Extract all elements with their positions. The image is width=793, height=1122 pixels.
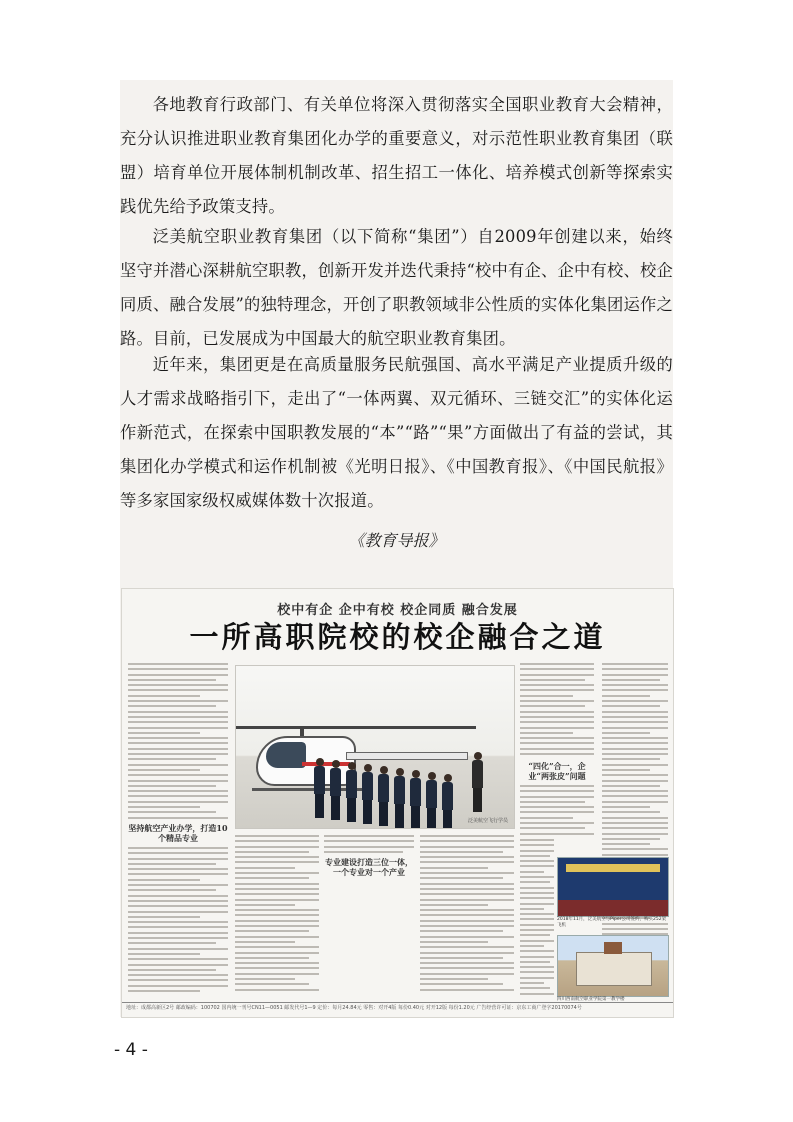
text-line — [128, 932, 228, 934]
pilot-figure — [410, 770, 421, 829]
text-line — [602, 785, 660, 787]
text-line — [128, 990, 200, 992]
text-line — [602, 679, 660, 681]
text-line — [520, 833, 594, 835]
clipping-column-left — [128, 663, 228, 822]
text-line — [420, 973, 514, 975]
text-line — [128, 921, 228, 923]
text-line — [128, 742, 228, 744]
text-line — [324, 835, 414, 837]
text-line — [128, 806, 200, 808]
text-line — [602, 737, 668, 739]
text-line — [602, 764, 668, 766]
text-line — [602, 742, 668, 744]
text-line — [602, 748, 668, 750]
text-line — [420, 840, 514, 842]
text-line — [520, 817, 573, 819]
text-line — [235, 909, 319, 911]
helicopter-pilots-photo — [235, 665, 515, 829]
text-line — [602, 833, 668, 835]
text-line — [235, 941, 295, 943]
text-line — [602, 732, 650, 734]
clipping-column-right-2 — [602, 663, 668, 981]
text-line — [235, 867, 295, 869]
text-line — [235, 851, 309, 853]
text-line — [324, 851, 403, 853]
text-line — [128, 974, 228, 976]
text-line — [602, 727, 668, 729]
newspaper-clipping-image — [121, 588, 674, 1018]
text-line — [602, 689, 668, 691]
text-line — [520, 903, 554, 905]
text-line — [235, 983, 309, 985]
clipping-subhead-3: “四化”合一，企业“两张皮”问题 — [528, 761, 586, 781]
text-line — [602, 843, 650, 845]
text-line — [520, 945, 544, 947]
text-line — [520, 668, 594, 670]
text-line — [235, 899, 319, 901]
text-line — [235, 846, 319, 848]
ceremony-banner — [566, 864, 660, 872]
text-line — [520, 924, 554, 926]
text-line — [128, 811, 216, 813]
text-line — [324, 846, 414, 848]
text-line — [602, 700, 668, 702]
clipping-footer: 地址：成都高新区2号 邮政编码：100702 国内统一刊号CN11—0051 邮发代号1—9 定价：每月24.84元 零售：对开4版 每份0.40元 对开12版 每份1.20元 广告经营许可证：京东工商广登字20170074号 — [122, 1002, 673, 1013]
text-line — [235, 856, 319, 858]
body-paragraph-3: 近年来，集团更是在高质量服务民航强国、高水平满足产业提质升级的人才需求战略指引下，走出了“一体两翼、双元循环、三链交汇”的实体化运作新范式，在探索中国职教发展的“本”“路”“果”方面做出了有益的尝试，其集团化办学模式和运作机制被《光明日报》、《中国教育报》、《中国民航报》等多家国家级权威媒体数十次报道。 — [120, 355, 673, 510]
text-line — [520, 716, 594, 718]
text-line — [520, 982, 544, 984]
text-line — [420, 925, 514, 927]
text-line — [520, 950, 554, 952]
text-line — [520, 695, 573, 697]
pilot-figure — [442, 774, 453, 829]
text-line — [520, 785, 594, 787]
text-line — [602, 795, 668, 797]
text-line — [520, 876, 554, 878]
text-line — [324, 840, 414, 842]
text-line — [128, 705, 216, 707]
text-line — [520, 887, 554, 889]
text-line — [128, 663, 228, 665]
text-line — [602, 705, 660, 707]
campus-building — [576, 952, 652, 986]
text-line — [520, 737, 594, 739]
text-line — [520, 940, 554, 942]
text-line — [235, 936, 319, 938]
text-line — [520, 689, 594, 691]
instructor-figure — [472, 752, 483, 812]
body-paragraph-2: 泛美航空职业教育集团（以下简称“集团”）自2009年创建以来，始终坚守并潜心深耕航空职教，创新开发并迭代秉持“校中有企、企中有校、校企同质、融合发展”的独特理念，开创了职教领域非公性质的实体化集团运作之路。目前，已发展成为中国最大的航空职业教育集团。 — [120, 227, 673, 348]
clipping-headline: 一所高职院校的校企融合之道 — [189, 620, 606, 654]
text-line — [420, 930, 503, 932]
text-line — [128, 969, 216, 971]
text-line — [420, 904, 488, 906]
page-number: - 4 - — [114, 1040, 148, 1060]
text-line — [128, 916, 200, 918]
text-line — [602, 811, 660, 813]
text-line — [235, 877, 309, 879]
text-line — [128, 868, 228, 870]
text-line — [420, 957, 503, 959]
text-line — [235, 904, 295, 906]
text-line — [602, 774, 668, 776]
text-line — [520, 663, 594, 665]
text-line — [128, 748, 228, 750]
text-line — [128, 764, 228, 766]
text-line — [128, 801, 228, 803]
text-line — [235, 888, 319, 890]
text-line — [420, 978, 488, 980]
clipping-subhead-1: 坚持航空产业办学，打造10个精品专业 — [128, 823, 228, 843]
text-line — [128, 873, 228, 875]
signing-ceremony-photo — [557, 857, 669, 917]
text-line — [520, 918, 554, 920]
text-line — [602, 663, 668, 665]
text-line — [420, 941, 488, 943]
text-line — [128, 852, 228, 854]
text-line — [520, 790, 594, 792]
text-line — [128, 900, 228, 902]
text-line — [520, 700, 594, 702]
text-line — [602, 827, 668, 829]
text-line — [420, 867, 488, 869]
text-line — [420, 856, 514, 858]
text-line — [520, 881, 550, 883]
text-line — [128, 948, 228, 950]
text-line — [128, 674, 228, 676]
text-line — [128, 780, 228, 782]
text-line — [128, 979, 228, 981]
text-line — [420, 888, 514, 890]
clipping-column-left-lower — [128, 847, 228, 995]
text-line — [602, 848, 668, 850]
pilot-figure — [330, 760, 341, 820]
text-line — [235, 973, 319, 975]
text-line — [128, 953, 200, 955]
text-line — [235, 925, 319, 927]
text-line — [420, 835, 514, 837]
text-line — [520, 844, 554, 846]
text-line — [128, 668, 228, 670]
text-line — [520, 753, 594, 755]
text-line — [520, 801, 585, 803]
clipping-kicker: 校中有企 企中有校 校企同质 融合发展 — [277, 603, 518, 618]
text-line — [420, 893, 514, 895]
text-line — [520, 705, 585, 707]
text-line — [128, 684, 228, 686]
text-line — [128, 695, 200, 697]
text-line — [128, 942, 216, 944]
text-line — [520, 827, 585, 829]
clipping-column-right-1-lower — [520, 785, 594, 838]
text-line — [235, 967, 319, 969]
clipping-subhead-2: 专业建设打造三位一体，一个专业对一个产业 — [325, 857, 413, 877]
text-line — [128, 937, 228, 939]
text-line — [520, 871, 544, 873]
text-line — [602, 817, 668, 819]
text-line — [520, 993, 554, 995]
text-line — [520, 961, 550, 963]
text-line — [128, 911, 228, 913]
text-line — [128, 679, 216, 681]
text-line — [520, 908, 544, 910]
text-line — [235, 883, 319, 885]
text-line — [128, 689, 228, 691]
text-line — [520, 897, 554, 899]
text-line — [128, 732, 200, 734]
text-line — [520, 822, 594, 824]
campus-building-photo — [557, 935, 669, 997]
text-line — [128, 958, 228, 960]
text-line — [420, 899, 514, 901]
text-line — [602, 721, 668, 723]
pilot-figure — [314, 758, 325, 818]
body-paragraph-1: 各地教育行政部门、有关单位将深入贯彻落实全国职业教育大会精神，充分认识推进职业教育集团化办学的重要意义，对示范性职业教育集团（联盟）培育单位开展体制机制改革、招生招工一体化、培养模式创新等探索实践优先给予政策支持。 — [120, 95, 673, 216]
helicopter-window — [266, 742, 306, 768]
text-line — [420, 962, 514, 964]
text-line — [520, 865, 554, 867]
text-line — [128, 964, 228, 966]
text-line — [235, 861, 319, 863]
clipping-column-bottom-3 — [420, 835, 514, 994]
text-line — [128, 905, 228, 907]
text-line — [420, 883, 514, 885]
text-line — [128, 711, 228, 713]
text-line — [128, 863, 216, 865]
text-line — [420, 909, 514, 911]
text-line — [420, 952, 514, 954]
text-line — [128, 895, 228, 897]
text-line — [420, 946, 514, 948]
text-line — [420, 877, 503, 879]
text-line — [520, 839, 554, 841]
clipping-column-right-1 — [520, 663, 594, 758]
text-line — [520, 855, 550, 857]
text-line — [520, 892, 554, 894]
text-line — [235, 978, 295, 980]
text-line — [520, 674, 594, 676]
pilot-figure — [426, 772, 437, 829]
newspaper-caption: 《教育导报》 — [348, 531, 445, 550]
text-line — [128, 753, 228, 755]
text-line — [420, 983, 503, 985]
text-line — [128, 926, 228, 928]
text-line — [520, 987, 550, 989]
text-line — [520, 732, 573, 734]
text-line — [420, 914, 514, 916]
text-line — [602, 711, 668, 713]
text-line — [420, 967, 514, 969]
text-line — [602, 854, 668, 856]
text-line — [520, 806, 594, 808]
text-line — [520, 811, 594, 813]
text-line — [520, 679, 585, 681]
text-line — [420, 851, 503, 853]
clipping-column-bottom-2 — [324, 835, 414, 856]
text-line — [128, 817, 228, 819]
text-line — [420, 872, 514, 874]
text-line — [520, 966, 554, 968]
text-line — [520, 742, 594, 744]
text-line — [128, 774, 228, 776]
pilot-figure — [346, 762, 357, 822]
text-line — [602, 790, 668, 792]
text-line — [128, 721, 228, 723]
text-line — [235, 835, 319, 837]
text-line — [235, 946, 319, 948]
photo-caption: 泛美航空飞行学员 — [467, 818, 508, 824]
text-line — [420, 846, 514, 848]
text-line — [128, 790, 228, 792]
text-line — [128, 795, 228, 797]
text-line — [420, 920, 514, 922]
text-line — [520, 971, 554, 973]
text-line — [128, 889, 216, 891]
text-line — [420, 989, 514, 991]
helicopter-stripe — [302, 762, 350, 766]
pilot-figure — [378, 766, 389, 826]
helicopter-rotor — [236, 726, 476, 729]
helicopter-tail — [346, 752, 468, 760]
text-line — [520, 796, 594, 798]
text-line — [602, 695, 650, 697]
text-line — [520, 850, 554, 852]
text-line — [235, 920, 319, 922]
text-line — [128, 985, 228, 987]
text-line — [602, 758, 660, 760]
text-line — [602, 801, 668, 803]
text-line — [128, 737, 228, 739]
text-line — [128, 716, 228, 718]
text-line — [602, 753, 668, 755]
text-line — [128, 727, 228, 729]
text-line — [602, 674, 668, 676]
text-line — [520, 934, 550, 936]
text-line — [128, 769, 200, 771]
text-line — [520, 956, 554, 958]
text-line — [235, 840, 319, 842]
campus-building-tower — [604, 942, 622, 954]
text-line — [520, 684, 594, 686]
text-line — [128, 758, 216, 760]
text-line — [420, 861, 514, 863]
text-line — [520, 929, 554, 931]
text-line — [235, 952, 319, 954]
text-line — [602, 780, 668, 782]
text-line — [128, 785, 216, 787]
text-line — [235, 989, 319, 991]
text-line — [128, 847, 228, 849]
text-line — [602, 838, 660, 840]
pilot-figure — [394, 768, 405, 828]
text-line — [520, 721, 594, 723]
campus-photo-caption: 四川西南航空职业学院第一教学楼 — [557, 997, 625, 1002]
text-line — [520, 913, 554, 915]
ceremony-desk — [558, 900, 668, 916]
pilot-figure — [362, 764, 373, 824]
text-line — [235, 914, 319, 916]
signing-photo-caption: 2018年11月，泛美航空与Piper公司签约，购买252架飞机 — [557, 917, 667, 928]
text-line — [602, 806, 650, 808]
text-line — [520, 977, 554, 979]
text-line — [520, 748, 594, 750]
text-line — [602, 769, 650, 771]
text-line — [602, 822, 668, 824]
text-line — [128, 700, 228, 702]
text-line — [128, 858, 228, 860]
text-line — [235, 893, 319, 895]
text-line — [602, 716, 668, 718]
clipping-column-bottom-4 — [520, 839, 554, 998]
text-line — [602, 684, 668, 686]
text-line — [520, 860, 554, 862]
text-line — [602, 668, 668, 670]
text-line — [128, 879, 200, 881]
text-line — [520, 711, 594, 713]
text-line — [520, 727, 594, 729]
clipping-column-bottom-1 — [235, 835, 319, 994]
text-line — [420, 936, 514, 938]
text-line — [235, 872, 319, 874]
text-line — [235, 957, 309, 959]
text-line — [235, 962, 319, 964]
text-line — [128, 884, 228, 886]
text-line — [235, 930, 309, 932]
